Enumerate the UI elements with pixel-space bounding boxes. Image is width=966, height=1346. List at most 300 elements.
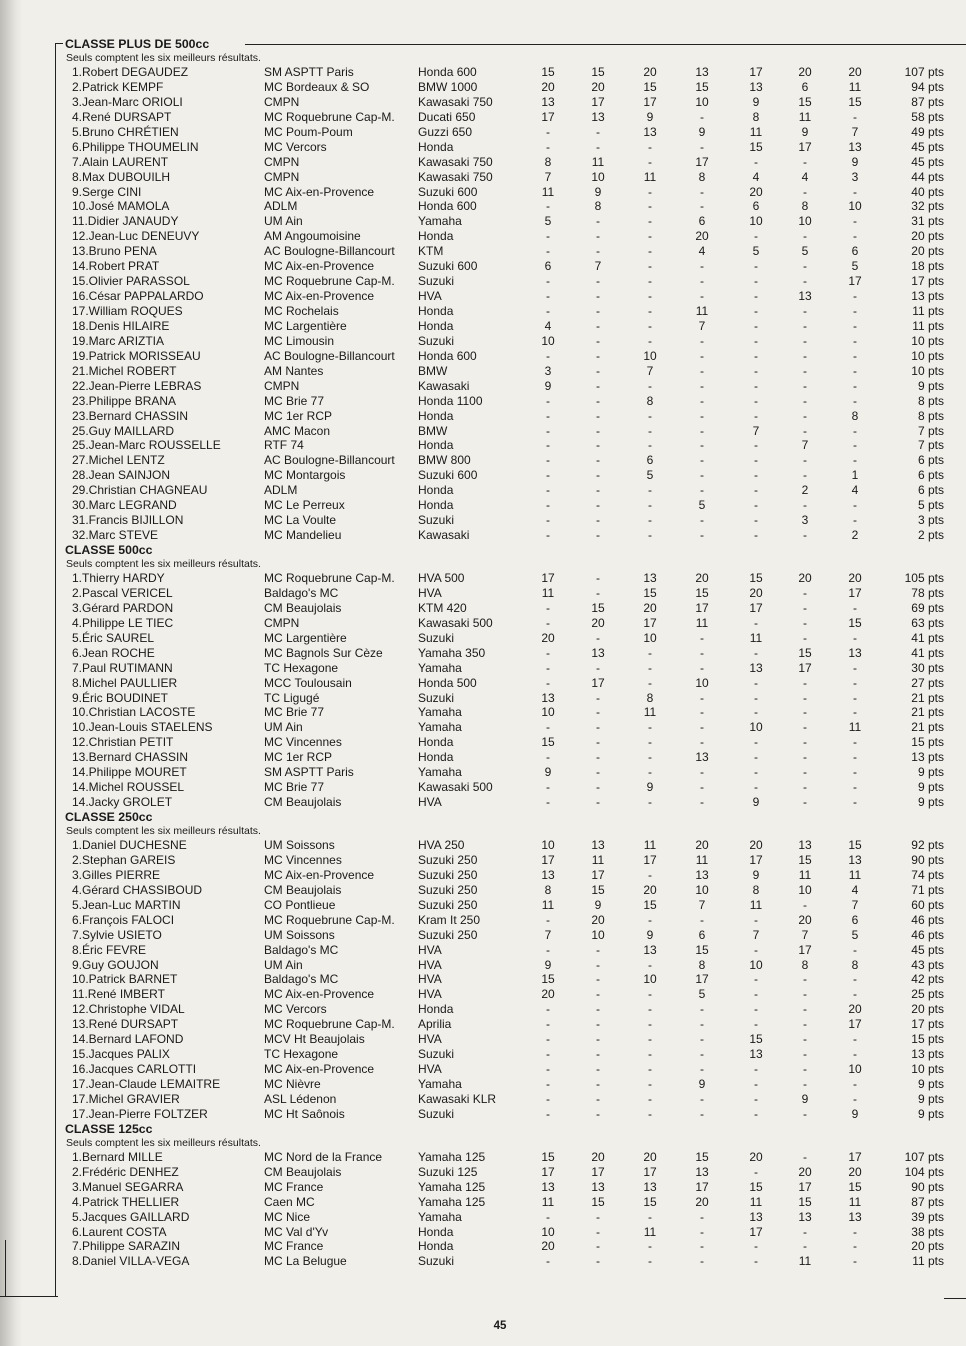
section-title — [65, 37, 966, 52]
rider-name: 4.Philippe LE TIEC — [72, 615, 174, 630]
round-score: 20 — [541, 79, 555, 94]
total-points: 13 pts — [911, 1047, 944, 1062]
round-score: - — [754, 912, 758, 927]
rider-club: MC Poum-Poum — [264, 124, 353, 139]
rider-club: ASL Lédenon — [264, 1091, 337, 1106]
total-points: 3 pts — [917, 513, 944, 528]
total-points: 17 pts — [911, 1017, 944, 1032]
round-score: 20 — [695, 838, 709, 852]
round-score: 7 — [752, 423, 760, 438]
round-score: 5 — [851, 927, 859, 942]
round-score: - — [803, 498, 807, 513]
rider-name: 8.Éric FEVRE — [72, 942, 147, 957]
rider-club: MC Vercors — [264, 1002, 327, 1017]
section-title — [65, 1122, 966, 1137]
round-score: 20 — [541, 1239, 555, 1254]
round-score: 11 — [541, 1194, 555, 1209]
round-score: - — [853, 600, 857, 615]
round-score: 13 — [749, 1209, 763, 1224]
round-score: 17 — [798, 660, 812, 675]
round-score: - — [853, 765, 857, 780]
total-points: 92 pts — [911, 838, 944, 852]
result-row — [0, 838, 966, 853]
round-score: 11 — [798, 1254, 812, 1269]
round-score: 11 — [848, 720, 862, 735]
total-points: 27 pts — [911, 675, 944, 690]
result-row — [0, 928, 966, 943]
rider-name: 12.Christophe VIDAL — [72, 1002, 185, 1017]
round-score: - — [700, 1032, 704, 1047]
round-score: 9 — [544, 378, 552, 393]
round-score: 13 — [541, 1179, 555, 1194]
rider-motorcycle: Suzuki — [418, 274, 455, 289]
round-score: 15 — [848, 1179, 862, 1194]
rider-motorcycle: Honda 600 — [418, 348, 477, 363]
rider-name: 17.William ROQUES — [72, 304, 183, 318]
round-score: - — [803, 1032, 807, 1047]
round-score: - — [648, 229, 652, 244]
rider-club: UM Soissons — [264, 838, 335, 852]
round-score: 17 — [643, 94, 657, 109]
total-points: 78 pts — [911, 585, 944, 600]
rider-name: 6.Jean ROCHE — [72, 645, 155, 660]
round-score: - — [853, 705, 857, 720]
result-row — [0, 1092, 966, 1107]
round-score: - — [596, 1254, 600, 1269]
round-score: - — [546, 438, 550, 453]
section-title-text: CLASSE 250cc — [65, 810, 158, 824]
round-score: - — [546, 483, 550, 498]
rider-motorcycle: Yamaha 125 — [418, 1149, 486, 1164]
round-score: - — [754, 513, 758, 528]
round-score: 9 — [646, 927, 654, 942]
round-score: - — [546, 1047, 550, 1062]
total-points: 8 pts — [917, 408, 944, 423]
round-score: - — [853, 348, 857, 363]
round-score: 13 — [643, 942, 657, 957]
rider-club: MC Limousin — [264, 333, 335, 348]
result-row — [0, 780, 966, 795]
result-row — [0, 883, 966, 898]
rider-motorcycle: Suzuki 250 — [418, 927, 478, 942]
rider-name: 3.Jean-Marc ORIOLI — [72, 94, 183, 109]
result-row — [0, 853, 966, 868]
round-score: - — [546, 1077, 550, 1091]
total-points: 10 pts — [911, 348, 944, 363]
round-score: - — [803, 378, 807, 393]
total-points: 9 pts — [917, 795, 944, 810]
round-score: - — [754, 1002, 758, 1017]
round-score: - — [700, 765, 704, 780]
round-score: 17 — [848, 274, 862, 289]
round-score: - — [596, 571, 600, 585]
total-points: 7 pts — [917, 438, 944, 453]
round-score: 13 — [749, 1047, 763, 1062]
round-score: 6 — [544, 259, 552, 274]
round-score: 8 — [698, 957, 706, 972]
total-points: 107 pts — [904, 65, 944, 79]
round-score: - — [853, 735, 857, 750]
round-score: 17 — [591, 867, 605, 882]
total-points: 104 pts — [904, 1164, 944, 1179]
round-score: - — [596, 498, 600, 513]
round-score: - — [853, 363, 857, 378]
round-score: 10 — [695, 94, 709, 109]
round-score: - — [754, 765, 758, 780]
section-title-rule — [245, 44, 966, 45]
round-score: - — [853, 378, 857, 393]
round-score: - — [648, 660, 652, 675]
round-score: 11 — [798, 867, 812, 882]
round-score: - — [700, 408, 704, 423]
result-row — [0, 349, 966, 364]
rider-club: MC Brie 77 — [264, 780, 325, 795]
total-points: 41 pts — [911, 645, 944, 660]
round-score: - — [754, 393, 758, 408]
round-score: 15 — [591, 1194, 605, 1209]
total-points: 15 pts — [911, 735, 944, 750]
round-score: 5 — [646, 468, 654, 483]
round-score: - — [648, 957, 652, 972]
rider-club: CMPN — [264, 378, 300, 393]
total-points: 2 pts — [917, 528, 944, 543]
rider-motorcycle: Honda — [418, 750, 454, 765]
rider-motorcycle: Yamaha — [418, 1077, 462, 1091]
round-score: - — [803, 333, 807, 348]
round-score: - — [596, 468, 600, 483]
round-score: - — [754, 972, 758, 987]
result-row — [0, 661, 966, 676]
total-points: 60 pts — [911, 897, 944, 912]
rider-motorcycle: Suzuki 250 — [418, 867, 478, 882]
result-row — [0, 528, 966, 543]
rider-name: 2.Patrick KEMPF — [72, 79, 164, 94]
result-row — [0, 601, 966, 616]
rider-club: Baldago's MC — [264, 942, 339, 957]
total-points: 87 pts — [911, 1194, 944, 1209]
rider-motorcycle: Suzuki 250 — [418, 882, 478, 897]
round-score: - — [803, 972, 807, 987]
round-score: 20 — [643, 882, 657, 897]
round-score: - — [754, 750, 758, 765]
round-score: - — [596, 1239, 600, 1254]
round-score: - — [754, 735, 758, 750]
round-score: - — [803, 468, 807, 483]
round-score: 4 — [851, 483, 859, 498]
round-score: - — [596, 124, 600, 139]
round-score: - — [803, 735, 807, 750]
round-score: 20 — [695, 571, 709, 585]
result-row — [0, 1239, 966, 1254]
rider-club: MC Ht Saônois — [264, 1106, 345, 1121]
round-score: - — [648, 304, 652, 318]
round-score: 13 — [643, 124, 657, 139]
total-points: 38 pts — [911, 1224, 944, 1239]
result-row — [0, 1002, 966, 1017]
rider-club: AMC Macon — [264, 423, 331, 438]
rider-name: 10.José MAMOLA — [72, 199, 170, 214]
round-score: - — [803, 1149, 807, 1164]
round-score: 13 — [591, 1179, 605, 1194]
round-score: 11 — [695, 852, 709, 867]
round-score: - — [648, 528, 652, 543]
round-score: - — [596, 304, 600, 318]
total-points: 15 pts — [911, 1032, 944, 1047]
round-score: 13 — [643, 571, 657, 585]
round-score: - — [803, 1224, 807, 1239]
round-score: 15 — [591, 65, 605, 79]
round-score: - — [803, 274, 807, 289]
result-row — [0, 110, 966, 125]
round-score: - — [853, 1032, 857, 1047]
rider-motorcycle: BMW 800 — [418, 453, 471, 468]
round-score: 6 — [851, 244, 859, 259]
rider-club: ADLM — [264, 483, 298, 498]
round-score: 6 — [851, 912, 859, 927]
round-score: - — [700, 378, 704, 393]
round-score: 4 — [801, 169, 809, 184]
result-row — [0, 1017, 966, 1032]
rider-motorcycle: Honda — [418, 304, 454, 318]
result-row — [0, 170, 966, 185]
rider-club: RTF 74 — [264, 438, 304, 453]
round-score: - — [546, 750, 550, 765]
result-row — [0, 676, 966, 691]
round-score: - — [700, 199, 704, 214]
result-row — [0, 214, 966, 229]
result-row — [0, 274, 966, 289]
result-row — [0, 898, 966, 913]
round-score: - — [546, 1091, 550, 1106]
rider-motorcycle: Yamaha — [418, 705, 462, 720]
round-score: - — [803, 1106, 807, 1121]
round-score: 17 — [591, 1164, 605, 1179]
round-score: 4 — [851, 882, 859, 897]
round-score: 11 — [541, 897, 555, 912]
total-points: 18 pts — [911, 259, 944, 274]
round-score: - — [648, 423, 652, 438]
round-score: - — [853, 304, 857, 318]
round-score: 6 — [646, 453, 654, 468]
result-row — [0, 364, 966, 379]
round-score: - — [754, 408, 758, 423]
round-score: - — [754, 453, 758, 468]
round-score: - — [853, 453, 857, 468]
round-score: - — [700, 393, 704, 408]
round-score: 10 — [798, 214, 812, 229]
round-score: - — [803, 1062, 807, 1077]
result-row — [0, 95, 966, 110]
rider-name: 5.Jacques GAILLARD — [72, 1209, 190, 1224]
round-score: 9 — [801, 1091, 809, 1106]
round-score: - — [546, 1002, 550, 1017]
round-score: - — [546, 615, 550, 630]
rider-club: MC Aix-en-Provence — [264, 1062, 375, 1077]
round-score: - — [700, 912, 704, 927]
rider-motorcycle: BMW — [418, 423, 448, 438]
result-row — [0, 483, 966, 498]
rider-motorcycle: Kawasaki 500 — [418, 615, 493, 630]
total-points: 46 pts — [911, 927, 944, 942]
round-score: 17 — [695, 154, 709, 169]
result-row — [0, 691, 966, 706]
round-score: 17 — [798, 1179, 812, 1194]
round-score: 13 — [643, 1179, 657, 1194]
round-score: - — [754, 318, 758, 333]
round-score: - — [754, 378, 758, 393]
round-score: - — [648, 912, 652, 927]
round-score: 17 — [643, 852, 657, 867]
total-points: 9 pts — [917, 1077, 944, 1091]
total-points: 42 pts — [911, 972, 944, 987]
round-score: 15 — [591, 600, 605, 615]
round-score: - — [754, 645, 758, 660]
round-score: - — [596, 229, 600, 244]
round-score: - — [754, 1062, 758, 1077]
round-score: - — [803, 690, 807, 705]
round-score: 9 — [698, 124, 706, 139]
round-score: - — [596, 453, 600, 468]
result-row — [0, 140, 966, 155]
round-score: - — [853, 1224, 857, 1239]
rider-name: 29.Christian CHAGNEAU — [72, 483, 208, 498]
result-row — [0, 1254, 966, 1269]
round-score: - — [803, 780, 807, 795]
total-points: 45 pts — [911, 942, 944, 957]
total-points: 71 pts — [911, 882, 944, 897]
rider-club: AC Boulogne-Billancourt — [264, 244, 395, 259]
total-points: 21 pts — [911, 705, 944, 720]
rider-club: MC Roquebrune Cap-M. — [264, 571, 395, 585]
round-score: - — [546, 393, 550, 408]
total-points: 90 pts — [911, 852, 944, 867]
rider-club: SM ASPTT Paris — [264, 65, 354, 79]
round-score: - — [596, 780, 600, 795]
rider-motorcycle: HVA — [418, 289, 442, 304]
round-score: 11 — [798, 109, 812, 124]
round-score: 20 — [798, 912, 812, 927]
round-score: - — [546, 600, 550, 615]
round-score: - — [596, 1077, 600, 1091]
frame-line-right — [944, 1298, 966, 1299]
round-score: 6 — [698, 927, 706, 942]
result-row — [0, 1210, 966, 1225]
round-score: - — [754, 1017, 758, 1032]
round-score: - — [700, 423, 704, 438]
round-score: 11 — [695, 615, 709, 630]
round-score: 13 — [798, 838, 812, 852]
round-score: 17 — [591, 94, 605, 109]
result-row — [0, 379, 966, 394]
round-score: - — [596, 438, 600, 453]
round-score: 10 — [541, 1224, 555, 1239]
round-score: - — [754, 468, 758, 483]
round-score: - — [546, 348, 550, 363]
section-note: Seuls comptent les six meilleurs résultats. — [66, 52, 261, 64]
result-row — [0, 1225, 966, 1240]
round-score: - — [596, 1017, 600, 1032]
result-row — [0, 80, 966, 95]
round-score: - — [648, 513, 652, 528]
round-score: 7 — [698, 897, 706, 912]
result-row — [0, 1150, 966, 1165]
round-score: 10 — [749, 214, 763, 229]
round-score: - — [546, 1254, 550, 1269]
round-score: 13 — [848, 852, 862, 867]
total-points: 10 pts — [911, 363, 944, 378]
round-score: 15 — [643, 79, 657, 94]
rider-name: 5.Jean-Luc MARTIN — [72, 897, 181, 912]
round-score: 13 — [591, 109, 605, 124]
class-section — [0, 37, 966, 543]
total-points: 20 pts — [911, 229, 944, 244]
rider-motorcycle: KTM — [418, 244, 444, 259]
rider-motorcycle: Suzuki — [418, 1047, 455, 1062]
rider-club: MC Roquebrune Cap-M. — [264, 1017, 395, 1032]
section-title-text: CLASSE 125cc — [65, 1122, 158, 1136]
round-score: 11 — [643, 1224, 657, 1239]
round-score: 17 — [798, 942, 812, 957]
round-score: 4 — [698, 244, 706, 259]
round-score: - — [754, 1254, 758, 1269]
result-row — [0, 1047, 966, 1062]
round-score: - — [546, 289, 550, 304]
round-score: - — [754, 483, 758, 498]
rider-club: MC Vincennes — [264, 735, 342, 750]
rider-name: 25.Jean-Marc ROUSSELLE — [72, 438, 221, 453]
round-score: 9 — [544, 765, 552, 780]
round-score: 20 — [848, 1164, 862, 1179]
rider-motorcycle: Yamaha — [418, 720, 462, 735]
rider-motorcycle: Yamaha — [418, 660, 462, 675]
round-score: - — [546, 528, 550, 543]
rider-motorcycle: Honda 600 — [418, 65, 477, 79]
round-score: 11 — [749, 1194, 763, 1209]
round-score: - — [754, 780, 758, 795]
round-score: 17 — [541, 109, 555, 124]
round-score: 7 — [851, 897, 859, 912]
rider-motorcycle: Suzuki 250 — [418, 897, 478, 912]
rider-club: MC Largentière — [264, 630, 347, 645]
round-score: 8 — [851, 957, 859, 972]
round-score: 8 — [544, 154, 552, 169]
round-score: - — [648, 408, 652, 423]
round-score: - — [700, 363, 704, 378]
round-score: 10 — [541, 705, 555, 720]
round-score: 3 — [544, 363, 552, 378]
round-score: - — [596, 333, 600, 348]
rider-motorcycle: Honda — [418, 1002, 454, 1017]
round-score: - — [546, 513, 550, 528]
total-points: 6 pts — [917, 468, 944, 483]
round-score: - — [648, 214, 652, 229]
total-points: 20 pts — [911, 1002, 944, 1017]
rider-motorcycle: Honda 600 — [418, 199, 477, 214]
rider-motorcycle: Suzuki — [418, 1106, 455, 1121]
result-row — [0, 1180, 966, 1195]
round-score: - — [853, 987, 857, 1002]
rider-club: UM Ain — [264, 720, 303, 735]
round-score: - — [648, 184, 652, 199]
round-score: 9 — [594, 184, 602, 199]
result-row — [0, 199, 966, 214]
round-score: - — [596, 214, 600, 229]
round-score: 8 — [752, 109, 760, 124]
round-score: 10 — [848, 1062, 862, 1077]
round-score: - — [596, 660, 600, 675]
round-score: 8 — [801, 957, 809, 972]
total-points: 41 pts — [911, 630, 944, 645]
